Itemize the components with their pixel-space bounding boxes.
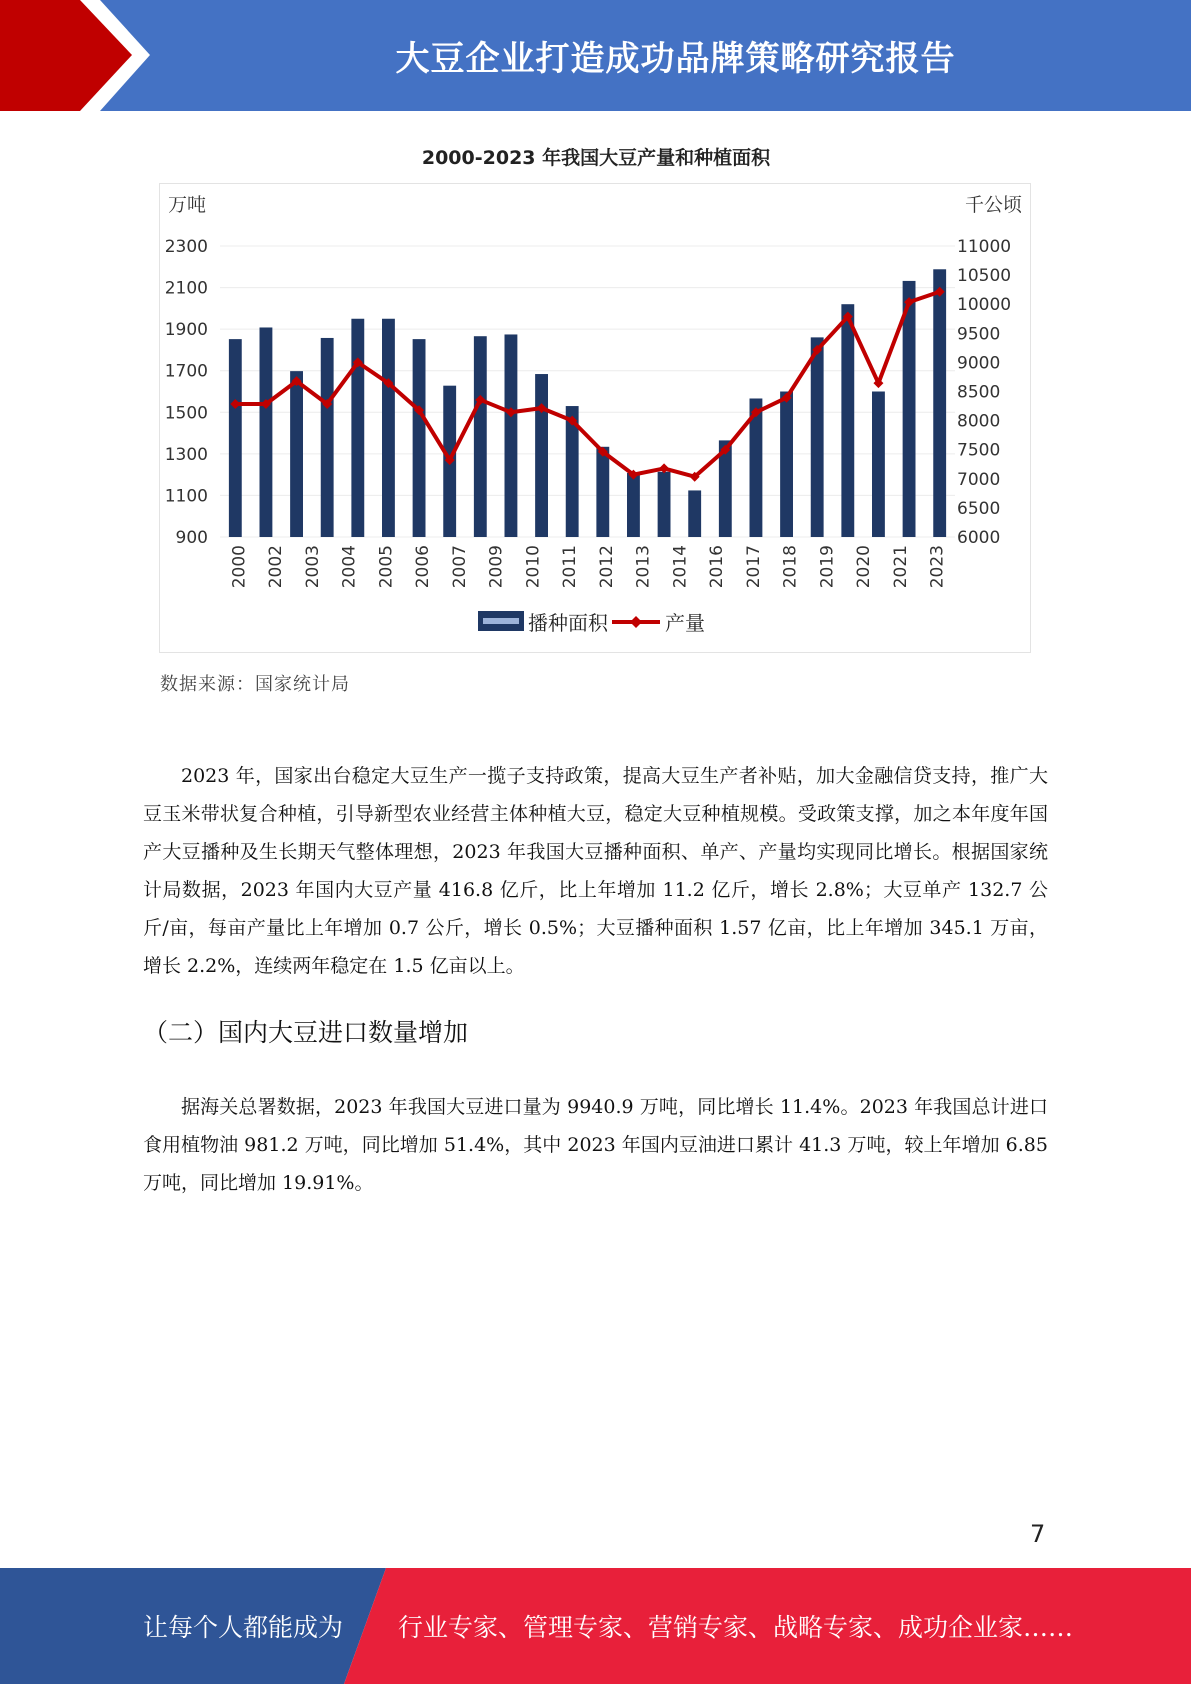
bar [229,339,242,537]
right-tick-label: 9500 [957,324,1001,345]
x-tick-label: 2009 [486,545,507,589]
footer-slogan-left: 让每个人都能成为 [143,1613,344,1642]
legend-line-marker [630,616,642,628]
bar [321,338,334,537]
paragraph-text: 据海关总署数据，2023 年我国大豆进口量为 9940.9 万吨，同比增长 11.4%。2023 年我国总计进口食用植物油 981.2 万吨，同比增加 51.4%，其中 2023 年国内豆油进口累计 41.3 万吨，较上年增加 6.85 万吨，同比增加 19.91%。 [143,1096,1048,1194]
bar [688,490,701,537]
x-tick-label: 2018 [780,545,801,589]
x-tick-label: 2016 [707,545,728,589]
x-tick-label: 2002 [266,545,287,589]
right-axis-unit: 千公顷 [964,194,1022,216]
bar [596,447,609,537]
header-title: 大豆企业打造成功品牌策略研究报告 [395,39,956,79]
left-axis-unit: 万吨 [168,194,207,216]
chart-title: 2000-2023 年我国大豆产量和种植面积 [421,147,771,169]
left-tick-label: 1900 [164,320,208,341]
left-tick-label: 2300 [164,237,208,257]
header-arrow-icon [0,0,160,111]
x-tick-label: 2010 [523,545,544,589]
bar [505,334,518,537]
right-tick-label: 8000 [957,411,1001,432]
left-tick-label: 900 [175,528,208,548]
bar [290,371,303,537]
x-tick-label: 2023 [927,545,948,589]
left-tick-label: 2100 [164,278,208,299]
x-tick-label: 2014 [670,545,691,589]
right-tick-label: 8500 [957,382,1001,403]
bar [841,304,854,537]
bar [535,374,548,537]
body-paragraph-2 [143,1088,1048,1202]
bar [872,392,885,538]
bar [260,327,273,537]
footer-slogan-right: 行业专家、管理专家、营销专家、战略专家、成功企业家…… [398,1613,1074,1642]
bar [780,392,793,538]
x-tick-label: 2006 [413,545,434,589]
left-tick-label: 1100 [164,486,208,507]
legend-line-label: 产量 [665,611,705,635]
x-tick-label: 2011 [560,545,581,589]
x-tick-label: 2005 [376,545,397,589]
left-tick-label: 1300 [164,444,208,465]
x-tick-label: 2003 [302,545,323,589]
chart-svg [160,184,1032,654]
x-tick-label: 2007 [449,545,470,589]
page-header [0,0,1191,111]
right-tick-label: 7500 [957,440,1001,461]
right-tick-label: 10000 [957,295,1012,316]
x-tick-label: 2021 [890,545,911,589]
right-tick-label: 11000 [957,237,1012,257]
bar [351,319,364,537]
production-line [235,292,939,477]
bar [658,472,671,537]
right-tick-label: 6500 [957,498,1001,519]
page-footer [0,1568,1191,1684]
bar [933,269,946,537]
x-tick-label: 2020 [854,545,875,589]
legend-bar-label: 播种面积 [528,611,608,635]
bar [811,337,824,537]
right-tick-label: 6000 [957,528,1001,548]
chart [159,183,1031,653]
paragraph-text: 2023 年，国家出台稳定大豆生产一揽子支持政策，提高大豆生产者补贴，加大金融信贷支持，推广大豆玉米带状复合种植，引导新型农业经营主体种植大豆，稳定大豆种植规模。受政策支撑，加之本年度年国产大豆播种及生长期天气整体理想，2023 年我国大豆播种面积、单产、产量均实现同比增长。根据国家统计局数据，2023 年国内大豆产量 416.8 亿斤，比上年增加 11.2 亿斤，增长 2.8%；大豆单产 132.7 公斤/亩，每亩产量比上年增加 0.7 公斤，增长 0.5%；大豆播种面积 1.57 亿亩，比上年增加 345.1 万亩，增长 2.2%，连续两年稳定在 1.5 亿亩以上。 [143,765,1048,977]
bar [627,473,640,537]
right-tick-label: 9000 [957,353,1001,374]
body-paragraph-1 [143,757,1048,985]
bar [474,336,487,537]
section-heading: （二）国内大豆进口数量增加 [143,1018,469,1047]
x-tick-label: 2012 [596,545,617,589]
left-tick-label: 1500 [164,403,208,424]
x-tick-label: 2017 [743,545,764,589]
bar [382,319,395,537]
figure-source: 数据来源：国家统计局 [160,674,350,695]
page-number: 7 [1030,1520,1046,1548]
right-tick-label: 10500 [957,266,1012,287]
left-tick-label: 1700 [164,361,208,382]
legend-bar-swatch-highlight [483,618,519,624]
x-tick-label: 2013 [633,545,654,589]
x-tick-label: 2000 [229,545,250,589]
right-tick-label: 7000 [957,469,1001,490]
x-tick-label: 2004 [339,545,360,589]
bar [413,339,426,537]
x-tick-label: 2019 [817,545,838,589]
